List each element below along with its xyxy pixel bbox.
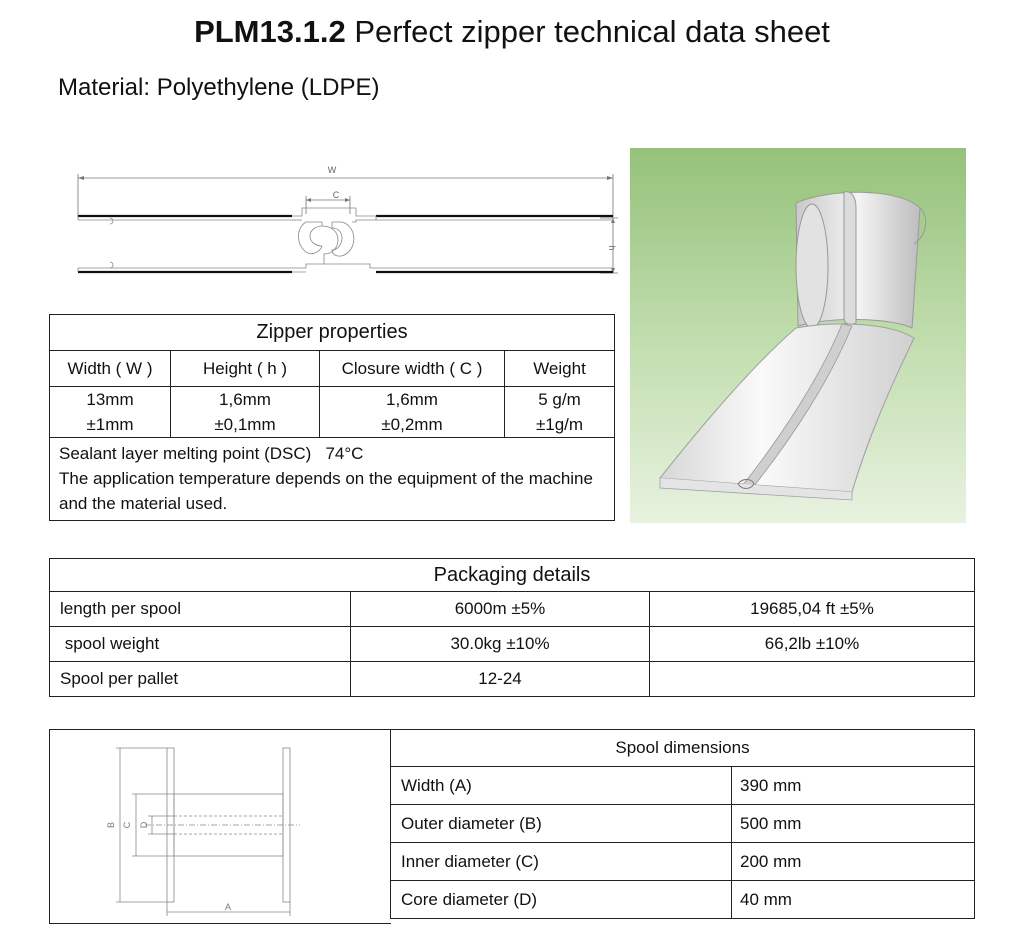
row-label: spool weight bbox=[50, 627, 351, 662]
row-label: length per spool bbox=[50, 592, 351, 627]
zipper-product-image bbox=[630, 148, 966, 523]
value-tolerance: ±0,1mm bbox=[214, 415, 276, 434]
row-value: 500 mm bbox=[732, 805, 975, 843]
product-code: PLM13.1.2 bbox=[194, 14, 346, 49]
imperial-value: 66,2lb ±10% bbox=[650, 627, 975, 662]
value-tolerance: ±0,2mm bbox=[381, 415, 443, 434]
row-label: Core diameter (D) bbox=[391, 881, 732, 919]
column-header: Weight bbox=[505, 351, 615, 387]
metric-value: 30.0kg ±10% bbox=[351, 627, 650, 662]
column-header: Height ( h ) bbox=[171, 351, 320, 387]
row-label: Inner diameter (C) bbox=[391, 843, 732, 881]
table-row bbox=[50, 627, 975, 662]
imperial-value bbox=[650, 662, 975, 697]
table-row bbox=[391, 843, 975, 881]
dim-d-label: D bbox=[139, 821, 149, 829]
row-value: 40 mm bbox=[732, 881, 975, 919]
page-title bbox=[0, 14, 1024, 50]
value-main: 5 g/m bbox=[538, 390, 581, 409]
spool-dimensions-heading: Spool dimensions bbox=[391, 730, 975, 767]
row-label: Width (A) bbox=[391, 767, 732, 805]
row-value: 200 mm bbox=[732, 843, 975, 881]
metric-value: 6000m ±5% bbox=[351, 592, 650, 627]
table-row bbox=[391, 881, 975, 919]
table-row bbox=[50, 592, 975, 627]
dim-c-label: C bbox=[122, 821, 132, 829]
metric-value: 12-24 bbox=[351, 662, 650, 697]
zipper-properties-table bbox=[49, 314, 615, 521]
title-text: Perfect zipper technical data sheet bbox=[354, 14, 830, 49]
spool-diagram bbox=[50, 730, 391, 923]
dim-c-label: C bbox=[332, 190, 340, 200]
column-header: Width ( W ) bbox=[50, 351, 171, 387]
spool-dimensions-table bbox=[390, 729, 975, 919]
packaging-details-table bbox=[49, 558, 975, 697]
row-value: 390 mm bbox=[732, 767, 975, 805]
dim-b-label: B bbox=[106, 821, 116, 829]
dim-a-label: A bbox=[224, 902, 232, 912]
value-main: 13mm bbox=[86, 390, 134, 409]
dim-w-label: W bbox=[327, 165, 337, 175]
value-cell bbox=[171, 387, 320, 438]
imperial-value: 19685,04 ft ±5% bbox=[650, 592, 975, 627]
table-row bbox=[391, 805, 975, 843]
material-line: Material: Polyethylene (LDPE) bbox=[58, 74, 380, 101]
zipper-cross-section-diagram bbox=[70, 160, 630, 290]
value-main: 1,6mm bbox=[386, 390, 438, 409]
application-note: The application temperature depends on the equipment of the machine and the material used. bbox=[59, 469, 593, 513]
table-row bbox=[50, 662, 975, 697]
zipper-properties-heading: Zipper properties bbox=[50, 315, 615, 351]
row-label: Spool per pallet bbox=[50, 662, 351, 697]
value-tolerance: ±1mm bbox=[86, 415, 134, 434]
value-main: 1,6mm bbox=[219, 390, 271, 409]
dim-h-label: h bbox=[607, 245, 617, 251]
value-cell bbox=[50, 387, 171, 438]
table-row bbox=[391, 767, 975, 805]
value-tolerance: ±1g/m bbox=[535, 415, 584, 434]
packaging-heading: Packaging details bbox=[50, 559, 975, 592]
value-cell bbox=[505, 387, 615, 438]
value-cell bbox=[320, 387, 505, 438]
row-label: Outer diameter (B) bbox=[391, 805, 732, 843]
spool-diagram-box bbox=[49, 729, 391, 924]
column-header: Closure width ( C ) bbox=[320, 351, 505, 387]
notes-cell bbox=[50, 438, 615, 521]
melting-point-note: Sealant layer melting point (DSC) 74°C bbox=[59, 444, 364, 463]
